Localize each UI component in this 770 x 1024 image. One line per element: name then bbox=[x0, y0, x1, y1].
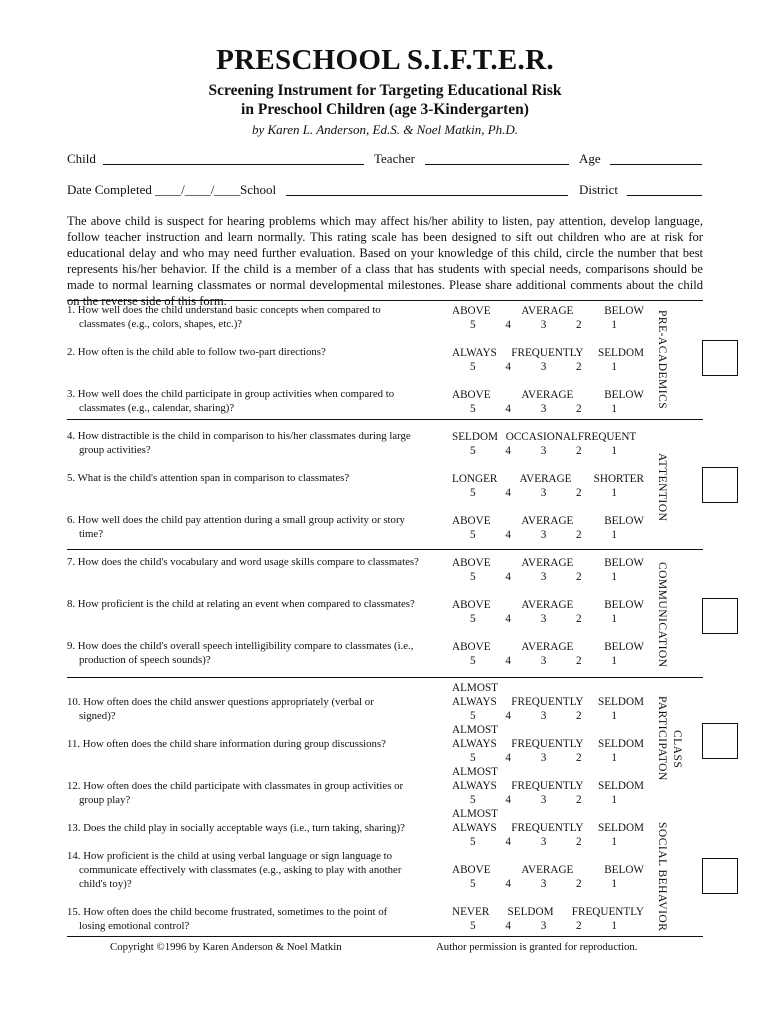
rating-option[interactable]: 4 bbox=[505, 878, 511, 890]
score-box-attention[interactable] bbox=[702, 467, 738, 503]
scale-anchor-label: BELOW bbox=[604, 864, 644, 876]
district-label: District bbox=[579, 182, 618, 197]
rating-options bbox=[452, 612, 644, 626]
rating-option[interactable]: 1 bbox=[611, 878, 617, 890]
district-field[interactable] bbox=[627, 195, 702, 196]
rating-option[interactable]: 1 bbox=[611, 655, 617, 667]
rating-options bbox=[452, 570, 644, 584]
section-label-attention: ATTENTION bbox=[656, 453, 668, 522]
rating-options bbox=[452, 835, 644, 849]
rating-option[interactable]: 1 bbox=[611, 319, 617, 331]
rating-options bbox=[452, 444, 644, 458]
scale-anchor-label: LONGER bbox=[452, 473, 498, 485]
rating-option[interactable]: 2 bbox=[576, 319, 582, 331]
rating-option[interactable]: 3 bbox=[540, 613, 547, 625]
rating-scale bbox=[452, 598, 644, 626]
rating-option[interactable]: 1 bbox=[611, 445, 617, 457]
rating-option[interactable]: 5 bbox=[470, 655, 476, 667]
rating-scale bbox=[452, 430, 644, 458]
rating-option[interactable]: 5 bbox=[470, 794, 476, 806]
rating-options bbox=[452, 751, 644, 765]
rating-options bbox=[452, 360, 644, 374]
form-subtitle-line2: in Preschool Children (age 3-Kindergarten) bbox=[241, 101, 529, 118]
teacher-field[interactable] bbox=[425, 164, 569, 165]
school-field[interactable] bbox=[286, 195, 568, 196]
rating-scale bbox=[452, 807, 644, 849]
rating-option[interactable]: 1 bbox=[611, 487, 617, 499]
rating-scale bbox=[452, 304, 644, 332]
rating-option[interactable]: 2 bbox=[576, 655, 582, 667]
rating-scale bbox=[452, 472, 644, 500]
rating-option[interactable]: 1 bbox=[611, 529, 617, 541]
scale-qualifier: ALMOST bbox=[452, 808, 498, 820]
rating-option[interactable]: 2 bbox=[576, 403, 582, 415]
scale-anchor-label: AVERAGE bbox=[521, 305, 574, 317]
section-label-participation: PARTICIPATON bbox=[656, 696, 668, 781]
question-text: 8. How proficient is the child at relating an event when compared to classmates? bbox=[67, 598, 415, 610]
rating-option[interactable]: 3 bbox=[540, 836, 547, 848]
question-6 bbox=[67, 513, 432, 541]
question-3 bbox=[67, 387, 432, 415]
rating-option[interactable]: 4 bbox=[505, 920, 511, 932]
score-box-class-participation[interactable] bbox=[702, 723, 738, 759]
date-completed-field[interactable]: Date Completed ____/____/____ bbox=[67, 182, 241, 197]
scale-anchor-label: SELDOM bbox=[507, 906, 554, 918]
rating-option[interactable]: 3 bbox=[540, 571, 547, 583]
rating-option[interactable]: 2 bbox=[576, 878, 582, 890]
rating-option[interactable]: 5 bbox=[470, 613, 476, 625]
rating-option[interactable]: 3 bbox=[540, 403, 547, 415]
rating-option[interactable]: 5 bbox=[470, 361, 476, 373]
rating-option[interactable]: 2 bbox=[576, 613, 582, 625]
rating-option[interactable]: 5 bbox=[470, 445, 476, 457]
scale-anchors bbox=[452, 556, 644, 570]
scale-anchor-label: AVERAGE bbox=[521, 557, 574, 569]
scale-anchors bbox=[452, 863, 644, 877]
score-box-pre-academics[interactable] bbox=[702, 340, 738, 376]
rating-option[interactable]: 2 bbox=[576, 361, 582, 373]
question-text: 3. How well does the child participate in group activities when compared to bbox=[67, 388, 395, 400]
question-text: time? bbox=[79, 528, 103, 540]
rating-scale bbox=[452, 388, 644, 416]
rating-option[interactable]: 2 bbox=[576, 487, 582, 499]
scale-anchor-label: BELOW bbox=[604, 599, 644, 611]
scale-anchors bbox=[452, 640, 644, 654]
question-text: 7. How does the child's vocabulary and word usage skills compare to classmates? bbox=[67, 556, 419, 568]
scale-anchor-label: ABOVE bbox=[452, 557, 491, 569]
form-title: PRESCHOOL S.I.F.T.E.R. bbox=[216, 44, 554, 76]
rating-option[interactable]: 4 bbox=[505, 655, 511, 667]
question-text: 9. How does the child's overall speech intelligibility compare to classmates (i.e., bbox=[67, 640, 414, 652]
question-text: 6. How well does the child pay attention during a small group activity or story bbox=[67, 514, 405, 526]
rating-option[interactable]: 4 bbox=[505, 361, 511, 373]
age-field[interactable] bbox=[610, 164, 702, 165]
scale-anchor-label: SELDOM bbox=[452, 431, 498, 443]
scale-anchor-label: FREQUENTLY bbox=[511, 738, 584, 750]
scale-anchor-label: ABOVE bbox=[452, 641, 491, 653]
question-7 bbox=[67, 555, 432, 569]
question-10 bbox=[67, 695, 432, 723]
scale-anchor-label: AVERAGE bbox=[521, 515, 574, 527]
scale-anchors bbox=[452, 472, 644, 486]
section-divider bbox=[67, 419, 703, 420]
scale-anchor-label: ABOVE bbox=[452, 864, 491, 876]
scale-anchor-label: BELOW bbox=[604, 641, 644, 653]
rating-option[interactable]: 4 bbox=[505, 487, 511, 499]
question-8 bbox=[67, 597, 432, 611]
scale-qualifier: ALMOST bbox=[452, 724, 498, 736]
scale-anchor-label: SELDOM bbox=[597, 780, 644, 792]
scale-anchor-label: AVERAGE bbox=[521, 389, 574, 401]
scale-anchor-label: ALWAYS bbox=[452, 822, 497, 834]
rating-option[interactable]: 4 bbox=[505, 403, 511, 415]
scale-anchor-label: FREQUENTLY bbox=[511, 780, 584, 792]
rating-option[interactable]: 5 bbox=[470, 319, 476, 331]
question-text: child's toy)? bbox=[79, 878, 132, 890]
rating-option[interactable]: 1 bbox=[611, 710, 617, 722]
section-divider bbox=[67, 300, 703, 301]
question-12 bbox=[67, 779, 432, 807]
scale-anchor-label: AVERAGE bbox=[519, 473, 572, 485]
question-2 bbox=[67, 345, 432, 359]
rating-options bbox=[452, 877, 644, 891]
question-text: communicate effectively with classmates (e.g., asking to play with another bbox=[79, 864, 402, 876]
teacher-label: Teacher bbox=[374, 151, 415, 166]
rating-scale bbox=[452, 514, 644, 542]
rating-option[interactable]: 2 bbox=[576, 752, 582, 764]
rating-option[interactable]: 4 bbox=[505, 445, 511, 457]
rating-option[interactable]: 4 bbox=[505, 710, 511, 722]
rating-options bbox=[452, 402, 644, 416]
rating-options bbox=[452, 793, 644, 807]
scale-anchors bbox=[452, 598, 644, 612]
scale-anchor-label: FREQUENTLY bbox=[511, 822, 584, 834]
scale-anchor-label: BELOW bbox=[604, 305, 644, 317]
rating-option[interactable]: 5 bbox=[470, 529, 476, 541]
scale-anchors bbox=[452, 737, 644, 751]
rating-option[interactable]: 1 bbox=[611, 752, 617, 764]
rating-scale bbox=[452, 346, 644, 374]
question-15 bbox=[67, 905, 432, 933]
question-text: signed)? bbox=[79, 710, 116, 722]
scale-anchor-label: ALWAYS bbox=[452, 738, 497, 750]
question-text: group play? bbox=[79, 794, 131, 806]
rating-option[interactable]: 4 bbox=[505, 571, 511, 583]
instructions-paragraph: The above child is suspect for hearing problems which may affect his/her ability to listen, pay attention, develop language, follow teacher instruction and learn normally. This rating scale has been designed to sift out children who are at risk for educational delay and who may need further evaluation. Based on your knowledge of this child, circle the number that best represents his/her behavior. If the child is a member of a class that has students with special needs, comparisons should be made to normal learning classmates or normal developmental milestones. Please share additional comments about the child on the reverse side of this form. bbox=[67, 214, 703, 308]
rating-scale bbox=[452, 723, 644, 765]
scale-anchors bbox=[452, 779, 644, 793]
child-field[interactable] bbox=[103, 164, 364, 165]
question-4 bbox=[67, 429, 432, 457]
rating-option[interactable]: 3 bbox=[540, 319, 547, 331]
rating-scale bbox=[452, 640, 644, 668]
scale-anchor-label: BELOW bbox=[604, 389, 644, 401]
rating-option[interactable]: 3 bbox=[540, 920, 547, 932]
rating-option[interactable]: 5 bbox=[470, 571, 476, 583]
section-divider bbox=[67, 549, 703, 550]
rating-option[interactable]: 5 bbox=[470, 836, 476, 848]
scale-anchor-label: SELDOM bbox=[597, 822, 644, 834]
scale-qualifier: ALMOST bbox=[452, 766, 498, 778]
rating-option[interactable]: 1 bbox=[611, 361, 617, 373]
rating-option[interactable]: 5 bbox=[470, 487, 476, 499]
rating-option[interactable]: 3 bbox=[540, 529, 547, 541]
rating-option[interactable]: 1 bbox=[611, 613, 617, 625]
scale-anchors bbox=[452, 514, 644, 528]
question-text: 12. How often does the child participate with classmates in group activities or bbox=[67, 780, 404, 792]
scale-anchor-label: SHORTER bbox=[593, 473, 644, 485]
scale-anchors bbox=[452, 430, 644, 444]
question-text: group activities? bbox=[79, 444, 151, 456]
rating-scale bbox=[452, 681, 644, 723]
rating-option[interactable]: 5 bbox=[470, 710, 476, 722]
rating-scale bbox=[452, 556, 644, 584]
scale-anchors bbox=[452, 388, 644, 402]
rating-option[interactable]: 3 bbox=[540, 794, 547, 806]
question-text: classmates (e.g., colors, shapes, etc.)? bbox=[79, 318, 243, 330]
school-label: School bbox=[240, 182, 277, 197]
scale-anchors bbox=[452, 304, 644, 318]
rating-option[interactable]: 3 bbox=[540, 655, 547, 667]
rating-option[interactable]: 3 bbox=[540, 445, 547, 457]
question-text: 15. How often does the child become frustrated, sometimes to the point of bbox=[67, 906, 388, 918]
age-label: Age bbox=[579, 151, 601, 166]
question-5 bbox=[67, 471, 432, 485]
scale-anchor-label: NEVER bbox=[452, 906, 490, 918]
rating-option[interactable]: 4 bbox=[505, 613, 511, 625]
scale-anchors bbox=[452, 905, 644, 919]
rating-options bbox=[452, 919, 644, 933]
child-label: Child bbox=[67, 151, 96, 166]
rating-option[interactable]: 4 bbox=[505, 794, 511, 806]
scale-anchors bbox=[452, 695, 644, 709]
rating-options bbox=[452, 654, 644, 668]
scale-anchors bbox=[452, 821, 644, 835]
question-9 bbox=[67, 639, 432, 667]
scale-anchor-label: BELOW bbox=[604, 515, 644, 527]
permission-notice: Author permission is granted for reproduction. bbox=[436, 941, 638, 953]
question-13 bbox=[67, 821, 432, 835]
question-14 bbox=[67, 849, 432, 891]
question-text: 5. What is the child's attention span in comparison to classmates? bbox=[67, 472, 350, 484]
scale-anchor-label: BELOW bbox=[604, 557, 644, 569]
scale-anchors bbox=[452, 346, 644, 360]
rating-option[interactable]: 2 bbox=[576, 571, 582, 583]
rating-option[interactable]: 1 bbox=[611, 794, 617, 806]
scale-anchor-label: ABOVE bbox=[452, 515, 491, 527]
scale-anchor-label: FREQUENTLY bbox=[511, 696, 584, 708]
question-text: 4. How distractible is the child in comparison to his/her classmates during large bbox=[67, 430, 411, 442]
scale-anchor-label: ABOVE bbox=[452, 389, 491, 401]
scale-anchor-label: SELDOM bbox=[597, 696, 644, 708]
rating-option[interactable]: 3 bbox=[540, 752, 547, 764]
section-label-class: CLASS bbox=[671, 730, 683, 769]
scale-anchor-label: ALWAYS bbox=[452, 780, 497, 792]
question-11 bbox=[67, 737, 432, 751]
rating-options bbox=[452, 709, 644, 723]
scale-anchor-label: AVERAGE bbox=[521, 599, 574, 611]
section-divider bbox=[67, 677, 703, 678]
question-text: 1. How well does the child understand basic concepts when compared to bbox=[67, 304, 381, 316]
question-text: 2. How often is the child able to follow two-part directions? bbox=[67, 346, 326, 358]
scale-anchor-label: FREQUENTLY bbox=[511, 347, 584, 359]
rating-option[interactable]: 2 bbox=[576, 445, 582, 457]
copyright-notice: Copyright ©1996 by Karen Anderson & Noel Matkin bbox=[110, 941, 342, 953]
rating-option[interactable]: 3 bbox=[540, 487, 547, 499]
rating-option[interactable]: 3 bbox=[540, 710, 547, 722]
question-text: classmates (e.g., calendar, sharing)? bbox=[79, 402, 235, 414]
scale-anchor-label: SELDOM bbox=[597, 347, 644, 359]
rating-option[interactable]: 1 bbox=[611, 571, 617, 583]
section-label-communication: COMMUNICATION bbox=[656, 562, 668, 668]
rating-option[interactable]: 1 bbox=[611, 836, 617, 848]
rating-scale bbox=[452, 765, 644, 807]
rating-option[interactable]: 2 bbox=[576, 920, 582, 932]
rating-option[interactable]: 4 bbox=[505, 319, 511, 331]
scale-anchor-label: AVERAGE bbox=[521, 641, 574, 653]
score-box-communication[interactable] bbox=[702, 598, 738, 634]
rating-option[interactable]: 2 bbox=[576, 794, 582, 806]
question-text: 10. How often does the child answer questions appropriately (verbal or bbox=[67, 696, 374, 708]
rating-option[interactable]: 5 bbox=[470, 403, 476, 415]
question-text: production of speech sounds)? bbox=[79, 654, 211, 666]
rating-option[interactable]: 4 bbox=[505, 836, 511, 848]
rating-option[interactable]: 5 bbox=[470, 878, 476, 890]
form-subtitle-line1: Screening Instrument for Targeting Educational Risk bbox=[208, 82, 562, 99]
rating-options bbox=[452, 486, 644, 500]
rating-option[interactable]: 2 bbox=[576, 710, 582, 722]
scale-anchor-label: ALWAYS bbox=[452, 347, 497, 359]
rating-options bbox=[452, 528, 644, 542]
scale-anchor-label: SELDOM bbox=[597, 738, 644, 750]
rating-option[interactable]: 2 bbox=[576, 836, 582, 848]
score-box-social-behavior[interactable] bbox=[702, 858, 738, 894]
rating-option[interactable]: 5 bbox=[470, 920, 476, 932]
rating-option[interactable]: 3 bbox=[540, 878, 547, 890]
scale-anchor-label: AVERAGE bbox=[521, 864, 574, 876]
rating-option[interactable]: 4 bbox=[505, 752, 511, 764]
rating-options bbox=[452, 318, 644, 332]
rating-scale bbox=[452, 905, 644, 933]
section-label-social-behavior: SOCIAL BEHAVIOR bbox=[656, 822, 668, 932]
rating-option[interactable]: 1 bbox=[611, 920, 617, 932]
section-label-pre-academics: PRE-ACADEMICS bbox=[656, 310, 668, 410]
rating-option[interactable]: 3 bbox=[540, 361, 547, 373]
scale-anchor-label: ABOVE bbox=[452, 599, 491, 611]
scale-anchor-label: FREQUENTLY bbox=[571, 906, 644, 918]
scale-anchor-label: ABOVE bbox=[452, 305, 491, 317]
scale-anchor-label: ALWAYS bbox=[452, 696, 497, 708]
question-text: losing emotional control? bbox=[79, 920, 190, 932]
question-text: 13. Does the child play in socially acceptable ways (i.e., turn taking, sharing)? bbox=[67, 822, 405, 834]
section-divider bbox=[67, 936, 703, 937]
question-text: 14. How proficient is the child at using verbal language or sign language to bbox=[67, 850, 393, 862]
rating-option[interactable]: 4 bbox=[505, 529, 511, 541]
rating-option[interactable]: 2 bbox=[576, 529, 582, 541]
scale-qualifier: ALMOST bbox=[452, 682, 498, 694]
rating-scale bbox=[452, 863, 644, 891]
form-authors: by Karen L. Anderson, Ed.S. & Noel Matkin, Ph.D. bbox=[251, 122, 519, 137]
rating-option[interactable]: 1 bbox=[611, 403, 617, 415]
question-1 bbox=[67, 303, 432, 331]
scale-anchor-label: OCCASIONALFREQUENT bbox=[505, 431, 637, 443]
question-text: 11. How often does the child share information during group discussions? bbox=[67, 738, 386, 750]
rating-option[interactable]: 5 bbox=[470, 752, 476, 764]
